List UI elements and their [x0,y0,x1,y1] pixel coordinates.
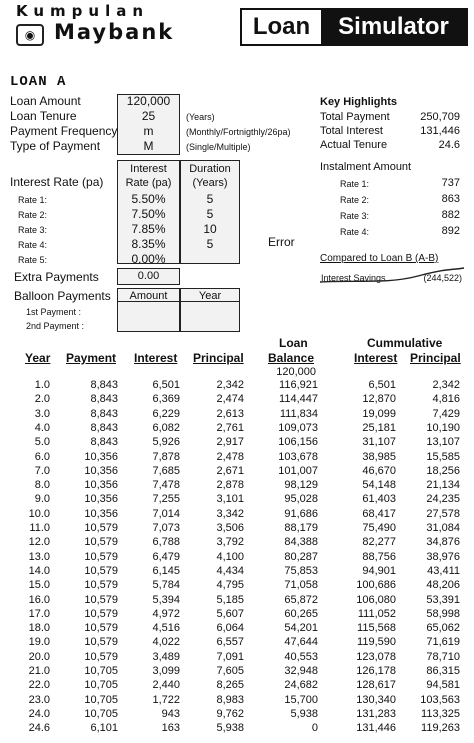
table-cell: 10,356 [84,507,118,520]
highlight-value: 250,709 [420,111,460,123]
table-row [0,621,474,635]
col-interest: Interest [134,351,178,365]
table-cell: 19,099 [362,407,396,420]
table-cell: 34,876 [426,536,460,549]
table-row [0,607,474,621]
table-cell: 2.0 [34,393,50,406]
table-cell: 10,579 [84,607,118,620]
table-cell: 8,265 [216,679,244,692]
table-cell: 943 [161,707,180,720]
table-cell: 2,474 [216,393,244,406]
table-cell: 2,342 [432,379,460,391]
interest-rate-label: Interest Rate (pa) [10,175,104,189]
table-cell: 3,489 [152,650,180,663]
table-cell: 7,014 [152,507,180,520]
compare-title: Compared to Loan B (A-B) [320,253,439,264]
table-cell: 98,129 [284,479,318,492]
table-cell: 78,710 [426,650,460,663]
table-cell: 58,998 [426,607,460,620]
table-cell: 6.0 [34,450,50,463]
table-cell: 9,762 [216,707,244,720]
input-value[interactable]: m [143,124,154,138]
table-cell: 111,834 [279,407,318,420]
instalment-value: 863 [441,193,460,205]
balloon-row-2: 2nd Payment : [26,321,85,331]
rate-label: Rate 3: [18,225,48,235]
table-cell: 21.0 [28,665,50,677]
opening-balance: 120,000 [276,366,316,378]
instalment-label: Rate 4: [340,227,370,237]
highlight-value: 24.6 [438,139,460,151]
table-cell: 10,705 [84,665,118,677]
col-interest-h1: Interest [130,163,167,175]
table-row [0,392,474,406]
table-row [0,535,474,549]
extra-payments-value: 0.00 [137,270,160,282]
table-row [0,564,474,578]
input-hint: (Years) [186,112,215,122]
rate-value[interactable]: 7.50% [131,207,166,221]
table-cell: 10,579 [84,650,118,663]
table-cell: 24.6 [28,722,50,735]
table-cell: 5,607 [216,607,244,620]
error-text: Error [268,235,295,249]
table-row [0,521,474,535]
table-row [0,378,474,392]
table-cell: 0 [311,722,318,735]
table-cell: 4,816 [432,393,460,406]
input-value[interactable]: 25 [141,109,156,123]
col-principal: Principal [193,351,244,365]
balloon-row-1: 1st Payment : [26,307,82,317]
instalment-label: Rate 1: [340,179,370,189]
input-hint: (Monthly/Fortnigthly/26pa) [186,127,291,137]
table-cell: 3,792 [216,536,244,549]
table-cell: 2,761 [216,421,244,434]
interest-savings-value: (244,522) [423,273,462,283]
table-cell: 25,181 [362,421,396,434]
table-cell: 7,429 [432,407,460,420]
table-cell: 1.0 [34,379,50,391]
rate-value[interactable]: 8.35% [131,237,166,251]
balloon-col-year: Year [198,290,222,302]
table-cell: 6,479 [152,550,180,563]
table-cell: 48,206 [426,579,460,592]
table-cell: 24.0 [28,707,50,720]
table-cell: 8.0 [34,479,50,492]
table-row [0,593,474,607]
table-cell: 3,099 [152,665,180,677]
table-cell: 10,356 [84,493,118,506]
table-cell: 60,265 [284,607,318,620]
table-row [0,478,474,492]
col-cum-principal: Principal [410,351,461,365]
table-row [0,450,474,464]
table-cell: 71,619 [426,636,460,649]
table-cell: 75,490 [362,522,396,534]
table-row [0,635,474,649]
table-cell: 65,872 [284,593,318,606]
instalment-label: Rate 2: [340,195,370,205]
table-cell: 8,843 [90,436,118,449]
table-cell: 43,411 [427,564,460,577]
table-cell: 19.0 [28,636,50,649]
table-cell: 10,579 [84,536,118,549]
rate-label: Rate 4: [18,240,48,250]
table-cell: 113,325 [421,707,460,720]
table-cell: 24,235 [426,493,460,506]
col-payment: Payment [66,351,117,365]
highlight-label: Total Payment [320,111,390,123]
table-cell: 38,976 [426,550,460,563]
interest-savings-label: Interest Savings [321,273,386,283]
table-cell: 119,590 [357,636,396,649]
table-cell: 15.0 [28,579,50,592]
table-row [0,693,474,707]
table-cell: 6,369 [152,393,180,406]
table-row [0,650,474,664]
brand-name-text: Maybank [54,20,175,44]
table-cell: 7,878 [152,450,180,463]
table-cell: 6,788 [152,536,180,549]
loan-title: LOAN A [10,74,67,90]
table-cell: 115,568 [357,622,396,635]
table-cell: 126,178 [356,665,396,677]
input-label: Type of Payment [10,139,101,153]
table-cell: 4.0 [34,421,50,434]
table-cell: 4,516 [152,622,180,635]
table-cell: 65,062 [426,622,460,635]
table-cell: 6,501 [368,379,396,391]
table-cell: 6,557 [216,636,244,649]
table-cell: 106,156 [278,436,318,449]
table-cell: 4,022 [152,636,180,649]
table-cell: 10,579 [84,593,118,606]
col-duration-h2: (Years) [192,177,228,189]
table-cell: 100,686 [356,579,396,592]
table-cell: 7,091 [216,650,244,663]
table-row [0,550,474,564]
rate-label: Rate 5: [18,255,48,265]
table-cell: 163 [161,722,180,735]
table-row [0,435,474,449]
table-cell: 27,578 [426,507,460,520]
table-cell: 94,581 [426,679,460,692]
table-cell: 1,722 [152,693,180,706]
table-cell: 8,843 [90,393,118,406]
table-cell: 22.0 [28,679,50,692]
table-row [0,707,474,721]
table-cell: 9.0 [34,493,50,506]
maybank-logo [6,2,226,48]
instalment-label: Rate 3: [340,211,370,221]
table-cell: 20.0 [28,650,50,663]
table-cell: 24,682 [284,679,318,692]
rate-value[interactable]: 5.50% [131,192,166,206]
table-cell: 53,391 [426,593,460,606]
highlights-title: Key Highlights [320,96,398,108]
table-cell: 6,101 [90,722,118,735]
instalment-value: 737 [441,177,460,189]
table-cell: 5,938 [216,722,244,735]
balloon-col-amount: Amount [129,290,168,302]
table-cell: 5,784 [152,579,180,592]
table-cell: 10,579 [84,550,118,563]
col-year: Year [25,351,51,365]
table-cell: 31,107 [362,436,396,449]
balloon-payments-label: Balloon Payments [14,289,111,303]
table-cell: 11.0 [29,522,50,534]
rate-value[interactable]: 7.85% [131,222,166,236]
table-cell: 61,403 [362,493,396,506]
table-cell: 94,901 [362,564,396,577]
table-cell: 15,585 [426,450,460,463]
rate-label: Rate 1: [18,195,48,205]
table-row [0,578,474,592]
table-cell: 17.0 [28,607,50,620]
duration-value[interactable]: 5 [206,207,214,221]
table-cell: 5,394 [152,593,180,606]
table-cell: 38,985 [362,450,396,463]
table-cell: 16.0 [28,593,50,606]
table-row [0,492,474,506]
title-simulator: Simulator [321,10,466,44]
table-cell: 13.0 [28,550,50,563]
table-cell: 10.0 [28,507,50,520]
table-row [0,678,474,692]
table-cell: 5,185 [216,593,244,606]
table-cell: 7,255 [152,493,180,506]
extra-payments-field[interactable] [117,268,180,285]
table-cell: 8,843 [90,407,118,420]
instalment-title: Instalment Amount [320,161,412,173]
input-value[interactable]: 120,000 [126,94,171,108]
table-cell: 75,853 [284,564,318,577]
table-cell: 109,073 [278,421,318,434]
table-cell: 3.0 [34,407,50,420]
table-cell: 91,686 [284,507,318,520]
table-cell: 5,926 [152,436,180,449]
table-cell: 106,080 [356,593,396,606]
table-cell: 2,917 [216,436,244,449]
col-duration-h1: Duration [189,163,231,175]
table-cell: 10,705 [84,693,118,706]
table-cell: 68,417 [362,507,396,520]
table-row [0,464,474,478]
table-cell: 119,263 [421,722,460,735]
brand-top-text: Kumpulan [16,2,150,20]
table-cell: 84,388 [284,536,318,549]
input-label: Loan Amount [10,94,81,108]
table-cell: 6,501 [152,379,180,391]
table-cell: 4,795 [216,579,244,592]
table-cell: 111,052 [357,607,396,620]
table-cell: 18,256 [426,464,460,477]
table-cell: 7,478 [152,479,180,492]
table-cell: 4,972 [152,607,180,620]
table-cell: 4,100 [216,550,244,563]
table-cell: 8,983 [216,693,244,706]
table-cell: 18.0 [28,622,50,635]
table-cell: 40,553 [284,650,318,663]
instalment-value: 892 [441,225,460,237]
table-cell: 10,705 [84,707,118,720]
table-cell: 10,356 [84,464,118,477]
table-cell: 116,921 [279,379,318,391]
table-cell: 54,148 [362,479,396,492]
table-row [0,421,474,435]
table-cell: 131,446 [356,722,396,735]
rate-label: Rate 2: [18,210,48,220]
table-cell: 12.0 [28,536,50,549]
duration-value[interactable]: 5 [206,237,214,251]
input-label: Payment Frequency [10,124,118,138]
table-cell: 2,342 [216,379,244,391]
table-cell: 103,563 [420,693,460,706]
table-cell: 88,756 [362,550,396,563]
table-cell: 7,073 [152,522,180,534]
table-cell: 123,078 [356,650,396,663]
table-cell: 2,671 [216,464,244,477]
table-cell: 6,145 [152,564,180,577]
table-cell: 54,201 [284,622,318,635]
table-cell: 46,670 [362,464,396,477]
table-cell: 131,283 [356,707,396,720]
table-cell: 101,007 [278,464,318,477]
table-cell: 103,678 [278,450,318,463]
rate-value[interactable]: 0.00% [131,252,166,266]
input-hint: (Single/Multiple) [186,142,251,152]
table-cell: 31,084 [426,522,460,534]
input-value[interactable]: M [143,139,154,153]
table-cell: 2,878 [216,479,244,492]
table-cell: 10,579 [84,636,118,649]
table-cell: 114,447 [279,393,318,406]
table-cell: 80,287 [284,550,318,563]
table-cell: 5,938 [290,707,318,720]
table-cell: 13,107 [426,436,460,449]
input-label: Loan Tenure [10,109,77,123]
col-balance: Balance [268,351,315,365]
table-cell: 32,948 [284,665,318,677]
table-cell: 10,579 [84,622,118,635]
table-cell: 4,434 [216,564,244,577]
table-cell: 10,190 [426,421,460,434]
table-cell: 15,700 [284,693,318,706]
col-loan-top: Loan [279,336,308,350]
table-cell: 8,843 [90,421,118,434]
instalment-value: 882 [441,209,460,221]
table-cell: 10,705 [84,679,118,692]
col-interest-h2: Rate (pa) [125,177,172,189]
table-cell: 71,058 [284,579,318,592]
table-cell: 10,356 [84,479,118,492]
table-cell: 130,340 [356,693,396,706]
table-cell: 7,605 [216,665,244,677]
table-cell: 95,028 [284,493,318,506]
table-cell: 21,134 [426,479,460,492]
table-cell: 6,064 [216,622,244,635]
table-cell: 7,685 [152,464,180,477]
highlight-label: Actual Tenure [320,139,388,151]
table-row [0,507,474,521]
extra-payments-label: Extra Payments [14,270,99,284]
table-cell: 6,082 [152,421,180,434]
table-cell: 7.0 [34,464,50,477]
col-cum-interest: Interest [354,351,398,365]
table-cell: 10,579 [84,579,118,592]
table-cell: 8,843 [90,379,118,391]
table-cell: 10,356 [84,450,118,463]
table-cell: 3,101 [216,493,244,506]
table-cell: 47,644 [284,636,318,649]
table-cell: 12,870 [362,393,396,406]
table-row [0,721,474,735]
table-cell: 2,440 [152,679,180,692]
duration-value[interactable]: 10 [203,222,217,236]
table-row [0,407,474,421]
title-loan: Loan [242,10,321,44]
duration-value[interactable]: 5 [206,192,214,206]
table-cell: 88,179 [284,522,318,534]
table-cell: 2,613 [216,407,244,420]
tiger-emblem-icon: ◉ [16,24,44,46]
table-cell: 2,478 [216,450,244,463]
table-row [0,664,474,678]
table-cell: 3,506 [216,522,244,534]
table-cell: 14.0 [28,564,50,577]
table-cell: 82,277 [362,536,396,549]
table-cell: 86,315 [426,665,460,677]
col-cumulative-top: Cummulative [367,336,443,350]
page-title [240,8,468,46]
table-cell: 128,617 [356,679,396,692]
table-cell: 10,579 [84,522,118,534]
strike-scribble [318,264,466,286]
highlight-label: Total Interest [320,125,383,137]
table-cell: 5.0 [34,436,50,449]
highlight-value: 131,446 [420,125,460,137]
table-cell: 10,579 [84,564,118,577]
table-cell: 23.0 [28,693,50,706]
table-cell: 6,229 [152,407,180,420]
table-cell: 3,342 [216,507,244,520]
